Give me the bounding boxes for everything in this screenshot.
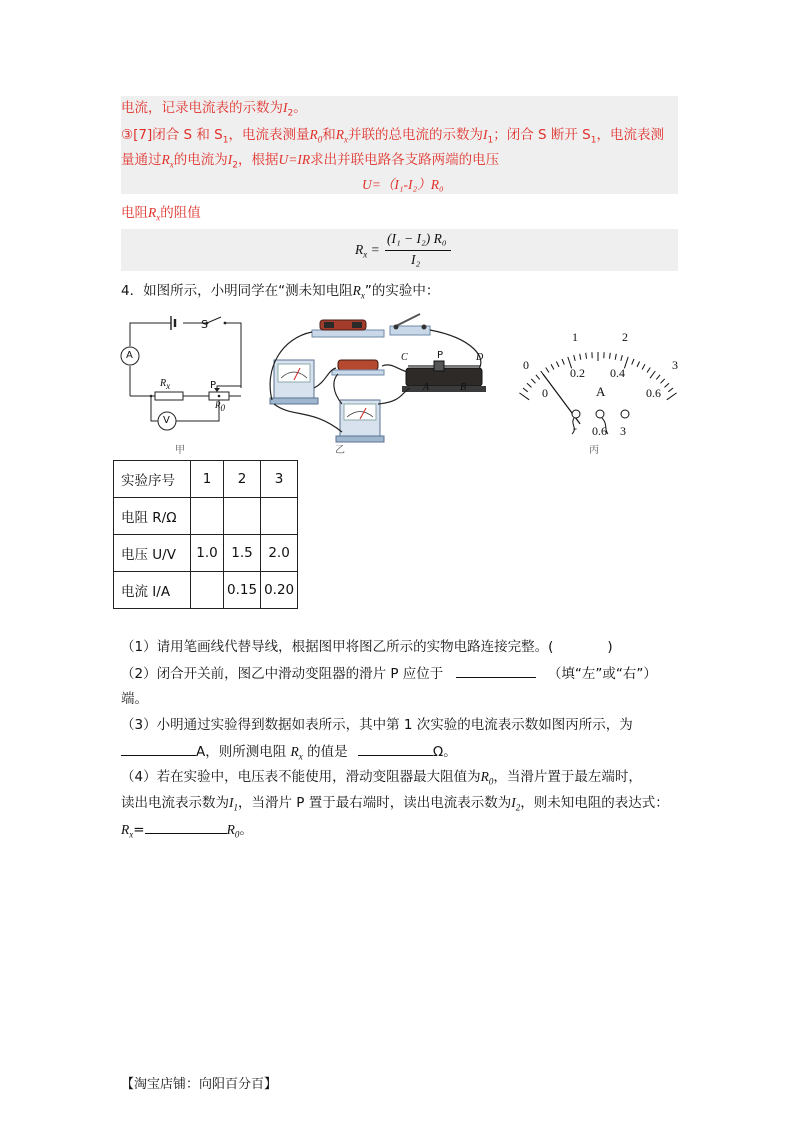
dial-tick	[586, 353, 587, 359]
fraction-bar	[385, 250, 451, 251]
bing-terminal-06: 0.6	[592, 424, 607, 438]
bing-top-zero: 0	[523, 358, 529, 372]
table-cell	[261, 498, 298, 535]
jia-switch-label: S	[201, 318, 208, 331]
subquestion-2-end: 端。	[121, 691, 148, 707]
dial-tick	[621, 355, 623, 361]
dial-tick	[519, 393, 529, 400]
table-cell: 0.20	[261, 572, 298, 609]
dial-tick	[580, 354, 581, 360]
dial-tick	[562, 359, 564, 365]
dial-tick	[647, 368, 650, 373]
answer-line-1: 电流，记录电流表的示数为$I_2$。	[121, 100, 307, 119]
answer-blank-q3-resistance[interactable]	[358, 741, 433, 756]
answer-blank-q4[interactable]	[145, 819, 227, 834]
subquestion-1: （1）请用笔画线代替导线，根据图甲将图乙所示的实物电路连接完整。( )	[121, 639, 613, 655]
table-header-cell: 3	[261, 461, 298, 498]
figure-jia-circuit	[115, 308, 255, 458]
table-cell	[191, 498, 224, 535]
dial-tick	[656, 375, 660, 380]
table-row-label: 电阻 R/Ω	[114, 498, 191, 535]
table-header-cell: 实验序号	[114, 461, 191, 498]
answer-blank-q3-current[interactable]	[121, 741, 196, 756]
jia-ammeter-label: A	[126, 350, 133, 361]
subquestion-2: （2）闭合开关前，图乙中滑动变阻器的滑片 P 应位于 （填“左”或“右”）	[121, 663, 657, 684]
table-header-cell: 2	[224, 461, 261, 498]
table-cell: 1.5	[224, 535, 261, 572]
table-row	[114, 498, 298, 535]
dial-tick	[531, 379, 535, 383]
dial-tick	[665, 383, 670, 387]
yi-terminal-b: B	[460, 382, 467, 393]
dial-tick	[615, 354, 616, 360]
yi-terminal-d: D	[476, 352, 484, 363]
data-table	[113, 460, 298, 609]
yi-terminal-a: A	[423, 382, 430, 393]
bing-top-3: 3	[672, 358, 678, 372]
answer-line-2: ③[7]闭合 S 和 $S_1$，电流表测量$R_0$和$R_x$并联的总电流的示数为$I_1$；闭合 S 断开 $S_1$，电流表测	[121, 127, 664, 146]
jia-slider-label: P	[210, 380, 217, 391]
subquestion-4-line2: 读出电流表示数为$I_1$，当滑片 P 置于最右端时，读出电流表示数为$I_2$，则未知电阻的表达式：	[121, 795, 669, 813]
table-row-label: 电压 U/V	[114, 535, 191, 572]
jia-rx-label: $R_x$	[160, 378, 171, 391]
table-row-label: 电流 I/A	[114, 572, 191, 609]
dial-tick	[546, 368, 549, 373]
dial-tick	[632, 359, 634, 365]
dial-tick	[527, 383, 532, 387]
formula-voltage: U=（I₁-I₂）R₀	[362, 177, 444, 192]
dial-tick	[551, 364, 554, 369]
dial-tick	[650, 371, 655, 378]
dial-tick	[523, 388, 528, 392]
table-cell: 0.15	[224, 572, 261, 609]
table-header-row	[114, 461, 298, 498]
subquestion-4-line3: $R_x= R_0$。	[121, 819, 253, 845]
bing-bottom-02: 0.2	[570, 366, 585, 380]
dial-tick	[556, 362, 559, 367]
subquestion-4: （4）若在实验中，电压表不能使用，滑动变阻器最大阻值为$R_0$，当滑片置于最左端时，	[121, 769, 642, 787]
bing-top-1: 1	[572, 330, 578, 344]
bing-bottom-0: 0	[542, 386, 548, 400]
dial-tick	[667, 393, 677, 400]
dial-tick	[574, 355, 576, 361]
yi-terminal-c: C	[401, 352, 408, 363]
dial-tick	[536, 375, 540, 380]
page-footer: 【淘宝店铺：向阳百分百】	[121, 1077, 278, 1092]
formula-rx-numerator: (I₁ − I₂) R₀	[387, 231, 447, 246]
dial-tick	[642, 364, 645, 369]
yi-caption: 乙	[335, 445, 345, 456]
jia-caption: 甲	[175, 445, 185, 456]
bing-caption: 丙	[589, 445, 599, 456]
table-header-cell: 1	[191, 461, 224, 498]
bing-bottom-06: 0.6	[646, 386, 661, 400]
bing-bottom-04: 0.4	[610, 366, 625, 380]
answer-blank-q2[interactable]	[456, 663, 536, 678]
table-cell	[224, 498, 261, 535]
bing-top-2: 2	[622, 330, 628, 344]
dial-tick	[610, 353, 611, 359]
dial-tick	[668, 388, 673, 392]
table-row	[114, 535, 298, 572]
subquestion-3: （3）小明通过实验得到数据如表所示，其中第 1 次实验的电流表示数如图丙所示，为	[121, 717, 633, 733]
bing-terminal-3: 3	[620, 424, 626, 438]
jia-voltmeter-label: V	[163, 415, 170, 426]
bing-terminal-minus: -	[573, 421, 577, 435]
answer-line-3: 量通过$R_x$的电流为$I_2$，根据U=IR求出并联电路各支路两端的电压	[121, 152, 500, 171]
question-4-stem: 4．如图所示，小明同学在“测未知电阻$R_x$”的实验中：	[121, 283, 440, 301]
jia-r0-label: $R_0$	[215, 400, 225, 413]
formula-rx-denominator: I₂	[411, 252, 421, 267]
subquestion-3-blanks: A，则所测电阻 $R_x$ 的值是 Ω。	[121, 741, 457, 767]
resistance-label: 电阻$R_x$的阻值	[121, 205, 201, 223]
table-cell	[191, 572, 224, 609]
bing-unit: A	[596, 384, 606, 399]
table-cell: 1.0	[191, 535, 224, 572]
dial-tick	[637, 362, 640, 367]
dial-tick	[661, 379, 665, 383]
figure-yi-apparatus	[262, 308, 494, 450]
yi-terminal-p: P	[437, 350, 444, 361]
table-row	[114, 572, 298, 609]
table-cell: 2.0	[261, 535, 298, 572]
